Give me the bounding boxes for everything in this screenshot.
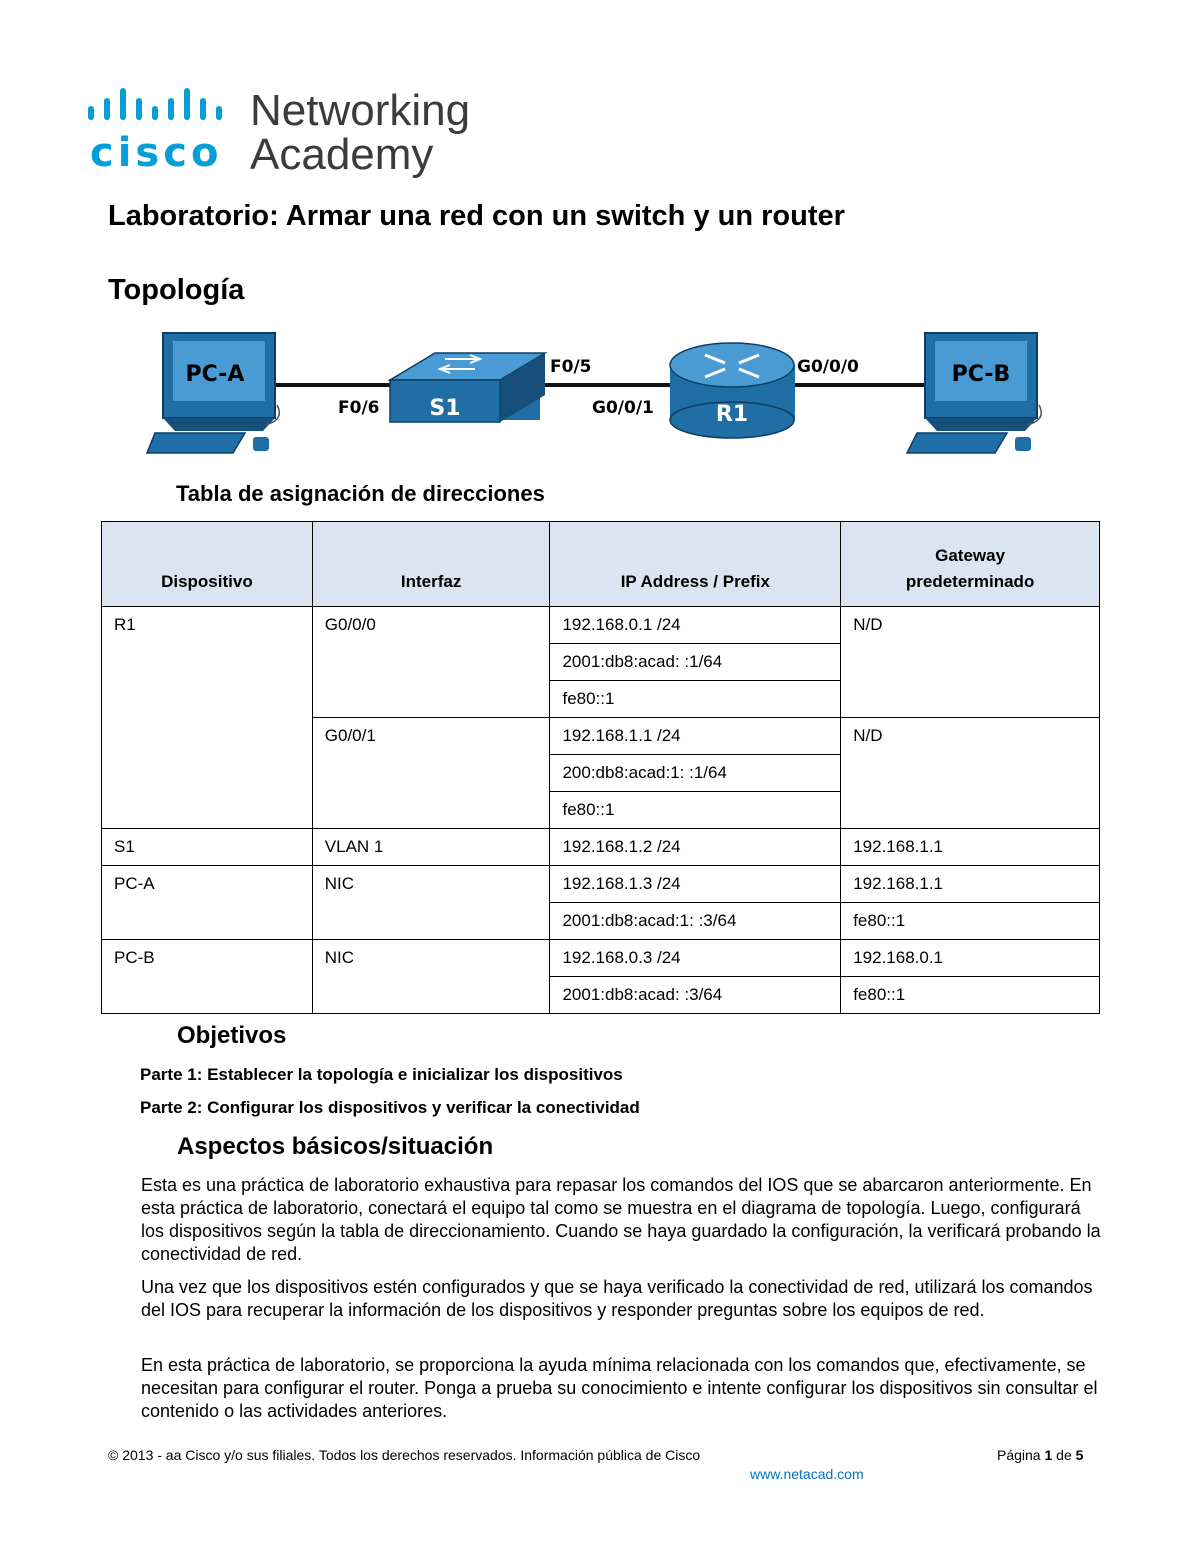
cell-gateway: N/D bbox=[841, 718, 1100, 829]
footer-url-link[interactable]: www.netacad.com bbox=[750, 1466, 864, 1482]
page-total: 5 bbox=[1075, 1447, 1084, 1463]
objective-part-2: Parte 2: Configurar los dispositivos y verificar la conectividad bbox=[140, 1098, 640, 1117]
cell-gateway: 192.168.1.1 bbox=[841, 829, 1100, 866]
cell-interface: NIC bbox=[312, 866, 550, 940]
port-r1-g000: G0/0/0 bbox=[797, 357, 859, 377]
cisco-networking-academy-logo bbox=[82, 88, 482, 188]
cell-gateway: 192.168.1.1 bbox=[841, 866, 1100, 903]
footer-page-number bbox=[997, 1447, 1083, 1463]
cell-gateway: fe80::1 bbox=[841, 977, 1100, 1014]
cisco-wordmark: cisco bbox=[90, 130, 223, 176]
pc-b-icon bbox=[907, 333, 1041, 453]
pc-a-icon bbox=[147, 333, 279, 453]
page-title: Laboratorio: Armar una red con un switch y un router bbox=[108, 200, 845, 232]
address-table bbox=[101, 521, 1100, 1014]
objectives-heading: Objetivos bbox=[177, 1022, 287, 1049]
header-gateway-line1: Gateway bbox=[935, 546, 1006, 565]
cell-gateway: N/D bbox=[841, 607, 1100, 718]
header-ip: IP Address / Prefix bbox=[550, 522, 841, 607]
cell-device: S1 bbox=[102, 829, 313, 866]
cell-gateway: fe80::1 bbox=[841, 903, 1100, 940]
cell-ip: 192.168.0.1 /24 bbox=[550, 607, 841, 644]
cisco-bars-icon bbox=[82, 88, 232, 128]
cell-interface: G0/0/1 bbox=[312, 718, 550, 829]
background-heading: Aspectos básicos/situación bbox=[177, 1133, 494, 1160]
cell-interface: G0/0/0 bbox=[312, 607, 550, 718]
label-pca: PC-A bbox=[185, 362, 245, 387]
cell-ip: 192.168.1.2 /24 bbox=[550, 829, 841, 866]
logo-line-academy: Academy bbox=[250, 130, 434, 179]
table-row bbox=[102, 607, 1100, 644]
page-prefix: Página bbox=[997, 1447, 1041, 1463]
cell-ip: 200:db8:acad:1: :1/64 bbox=[550, 755, 841, 792]
header-gateway bbox=[841, 522, 1100, 607]
port-r1-g001: G0/0/1 bbox=[592, 398, 654, 418]
cell-ip: fe80::1 bbox=[550, 792, 841, 829]
cell-ip: fe80::1 bbox=[550, 681, 841, 718]
header-gateway-line2: predeterminado bbox=[905, 572, 1035, 591]
objective-part-1: Parte 1: Establecer la topología e inicializar los dispositivos bbox=[140, 1065, 623, 1084]
topology-heading: Topología bbox=[108, 274, 245, 306]
page-current: 1 bbox=[1044, 1447, 1053, 1463]
label-r1: R1 bbox=[715, 402, 749, 427]
cell-ip: 192.168.0.3 /24 bbox=[550, 940, 841, 977]
cell-ip: 2001:db8:acad: :1/64 bbox=[550, 644, 841, 681]
header-interface: Interfaz bbox=[312, 522, 550, 607]
port-s1-f05: F0/5 bbox=[550, 357, 592, 377]
cell-ip: 192.168.1.1 /24 bbox=[550, 718, 841, 755]
page-sep: de bbox=[1056, 1447, 1072, 1463]
label-pcb: PC-B bbox=[951, 362, 1011, 387]
background-paragraph-3: En esta práctica de laboratorio, se proporciona la ayuda mínima relacionada con los comandos que, efectivamente, se necesitan para configurar el router. Ponga a prueba su conocimiento e intente configurar los dispositivos sin consultar el contenido o las actividades anteriores. bbox=[141, 1355, 1098, 1421]
background-paragraph-1: Esta es una práctica de laboratorio exhaustiva para repasar los comandos del IOS que se abarcaron anteriormente. En esta práctica de laboratorio, conectará el equipo tal como se muestra en el diagrama de topología. Luego, configurará los dispositivos según la tabla de direccionamiento. Cuando se haya guardado la configuración, la verificará probando la conectividad de red. bbox=[141, 1175, 1101, 1264]
port-s1-f06: F0/6 bbox=[338, 398, 380, 418]
cell-interface: VLAN 1 bbox=[312, 829, 550, 866]
header-device: Dispositivo bbox=[102, 522, 313, 607]
topology-diagram bbox=[145, 325, 1065, 465]
cell-ip: 2001:db8:acad: :3/64 bbox=[550, 977, 841, 1014]
cell-device: PC-A bbox=[102, 866, 313, 940]
table-row bbox=[102, 940, 1100, 977]
cell-interface: NIC bbox=[312, 940, 550, 1014]
cell-device: R1 bbox=[102, 607, 313, 829]
footer-copyright: © 2013 - aa Cisco y/o sus filiales. Todos los derechos reservados. Información pública de Cisco bbox=[108, 1447, 701, 1463]
cell-ip: 192.168.1.3 /24 bbox=[550, 866, 841, 903]
s1-switch-icon bbox=[390, 353, 545, 422]
label-s1: S1 bbox=[429, 396, 461, 421]
table-header-row bbox=[102, 522, 1100, 607]
background-paragraph-2: Una vez que los dispositivos estén configurados y que se haya verificado la conectividad de red, utilizará los comandos del IOS para recuperar la información de los dispositivos y responder preguntas sobre los equipos de red. bbox=[141, 1277, 1093, 1320]
table-row bbox=[102, 866, 1100, 903]
cell-device: PC-B bbox=[102, 940, 313, 1014]
table-row bbox=[102, 829, 1100, 866]
cell-gateway: 192.168.0.1 bbox=[841, 940, 1100, 977]
cell-ip: 2001:db8:acad:1: :3/64 bbox=[550, 903, 841, 940]
logo-line-networking: Networking bbox=[250, 86, 471, 135]
address-table-heading: Tabla de asignación de direcciones bbox=[176, 481, 545, 506]
